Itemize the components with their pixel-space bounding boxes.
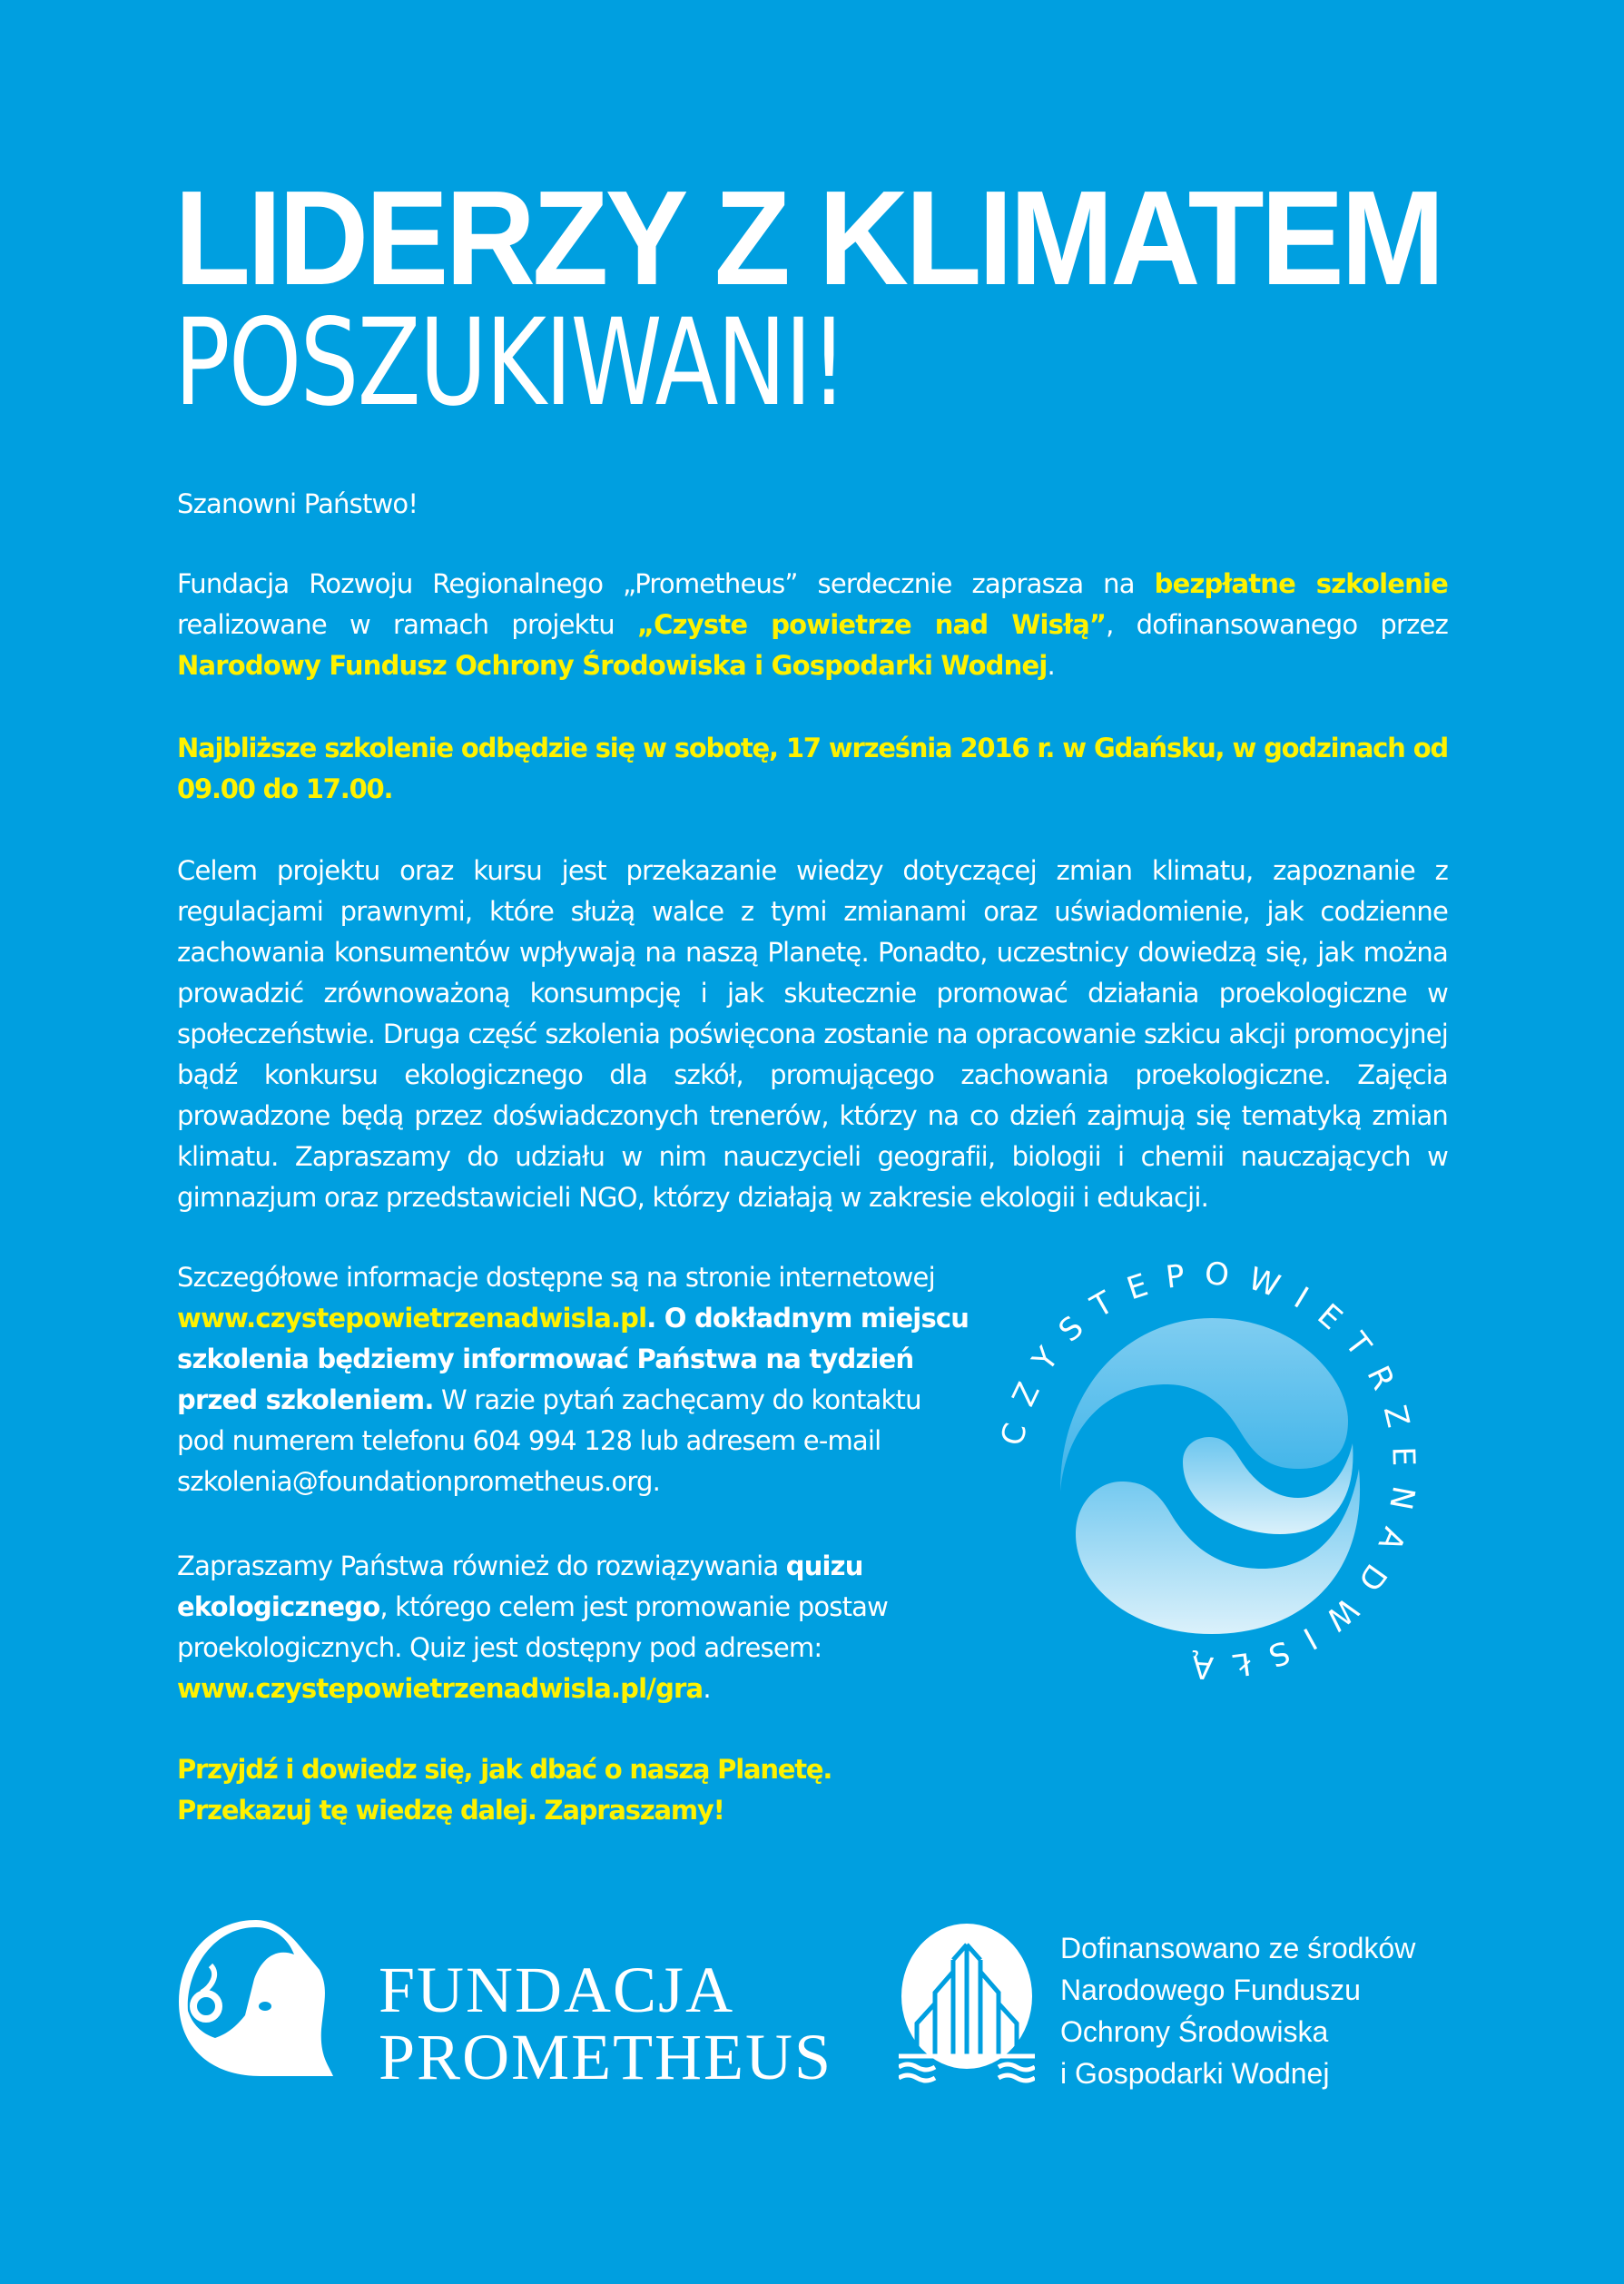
title-bold: LIDERZY Z KLIMATEM xyxy=(174,163,1442,313)
details-text-2: W razie pytań zachęcamy do kontaktu pod numerem telefonu xyxy=(177,1384,921,1456)
quiz-bold: quizu ekologicznego xyxy=(177,1551,863,1622)
nfosigw-line-1: Dofinansowano ze środków xyxy=(1060,1932,1416,1964)
quiz-link[interactable]: www.czystepowietrzenadwisla.pl/gra xyxy=(177,1673,704,1704)
quiz-text-1: Zapraszamy Państwa również do rozwiązywania xyxy=(177,1551,786,1581)
details-text-4: . xyxy=(652,1466,660,1497)
prometheus-logo xyxy=(174,1911,833,2093)
intro-text-1: Fundacja Rozwoju Regionalnego „Prometheus” serdecznie zaprasza na xyxy=(177,568,1155,599)
prometheus-line-2: PROMETHEUS xyxy=(379,2021,833,2093)
project-name-highlight: „Czyste powietrze nad Wisłą” xyxy=(636,609,1107,640)
details-paragraph xyxy=(177,1257,976,1502)
nfosigw-text xyxy=(1060,1927,1415,2094)
nfosigw-logo xyxy=(899,1911,1480,2092)
intro-paragraph xyxy=(177,564,1448,686)
closing-message xyxy=(177,1749,976,1831)
free-training-highlight: bezpłatne szkolenie xyxy=(1154,568,1448,599)
closing-line-1: Przyjdź i dowiedz się, jak dbać o naszą Planetę. xyxy=(177,1754,832,1785)
water-wave-icon xyxy=(971,1235,1443,1707)
quiz-text-3: . xyxy=(703,1673,711,1704)
prometheus-line-1: FUNDACJA xyxy=(379,1954,735,2026)
greeting: Szanowni Państwo! xyxy=(177,488,418,519)
website-link[interactable]: www.czystepowietrzenadwisla.pl xyxy=(177,1303,647,1334)
title-light xyxy=(174,293,846,433)
prometheus-name xyxy=(379,1956,832,2091)
quiz-text-2: , którego celem jest promowanie postaw proekologicznych. Quiz jest dostępny pod adresem: xyxy=(177,1591,889,1663)
intro-text-4: . xyxy=(1047,650,1055,681)
nfosigw-line-3: Ochrony Środowiska xyxy=(1060,2015,1329,2048)
emblem-ring-text: CZYSTEPOWIETRZENADWISŁĄ xyxy=(994,1255,1422,1686)
intro-text-3: , dofinansowanego przez xyxy=(1106,609,1448,640)
nearest-training-info: Najbliższe szkolenie odbędzie się w sobotę, 17 września 2016 r. w Gdańsku, w godzinach od 09.00 do 17.00. xyxy=(177,733,1448,804)
phone-number: 604 994 128 xyxy=(472,1425,633,1456)
intro-text-2: realizowane w ramach projektu xyxy=(177,609,637,640)
fund-name-highlight: Narodowy Fundusz Ochrony Środowiska i Gospodarki Wodnej xyxy=(177,650,1048,681)
closing-line-2: Przekazuj tę wiedzę dalej. Zapraszamy! xyxy=(177,1795,724,1826)
details-bold: . O dokładnym miejscu szkolenia będziemy informować Państwa na tydzień przed szkoleniem. xyxy=(177,1303,969,1415)
details-text-3: lub adresem e-mail xyxy=(632,1425,881,1456)
nfosigw-tree-icon xyxy=(899,1922,1035,2085)
nfosigw-line-4: i Gospodarki Wodnej xyxy=(1060,2057,1330,2090)
prometheus-head-icon xyxy=(174,1911,333,2083)
details-text-1: Szczegółowe informacje dostępne są na stronie internetowej xyxy=(177,1262,935,1293)
title-light-text: POSZUKIWANI! xyxy=(174,293,846,433)
email-link[interactable]: szkolenia@foundationprometheus.org xyxy=(177,1466,653,1497)
quiz-paragraph xyxy=(177,1546,976,1709)
goal-paragraph: Celem projektu oraz kursu jest przekazanie wiedzy dotyczącej zmian klimatu, zapoznanie z regulacjami prawnymi, które służą walce z tymi zmianami oraz uświadomienie, jak codzienne zachowania konsumentów wpływają na naszą Planetę. Ponadto, uczestnicy dowiedzą się, jak można prowadzić zrównoważoną konsumpcję i jak skutecznie promować działania proekologiczne w społeczeństwie. Druga część szkolenia poświęcona zostanie na opracowanie szkicu akcji promocyjnej bądź konkursu ekologicznego dla szkół, promującego zachowania proekologiczne. Zajęcia prowadzone będą przez doświadczonych trenerów, którzy na co dzień zajmują się tematyką zmian klimatu. Zapraszamy do udziału w nim nauczycieli geografii, biologii i chemii nauczających w gimnazjum oraz przedstawicieli NGO, którzy działają w zakresie ekologii i edukacji. xyxy=(177,855,1448,1213)
nfosigw-line-2: Narodowego Funduszu xyxy=(1060,1974,1361,2006)
